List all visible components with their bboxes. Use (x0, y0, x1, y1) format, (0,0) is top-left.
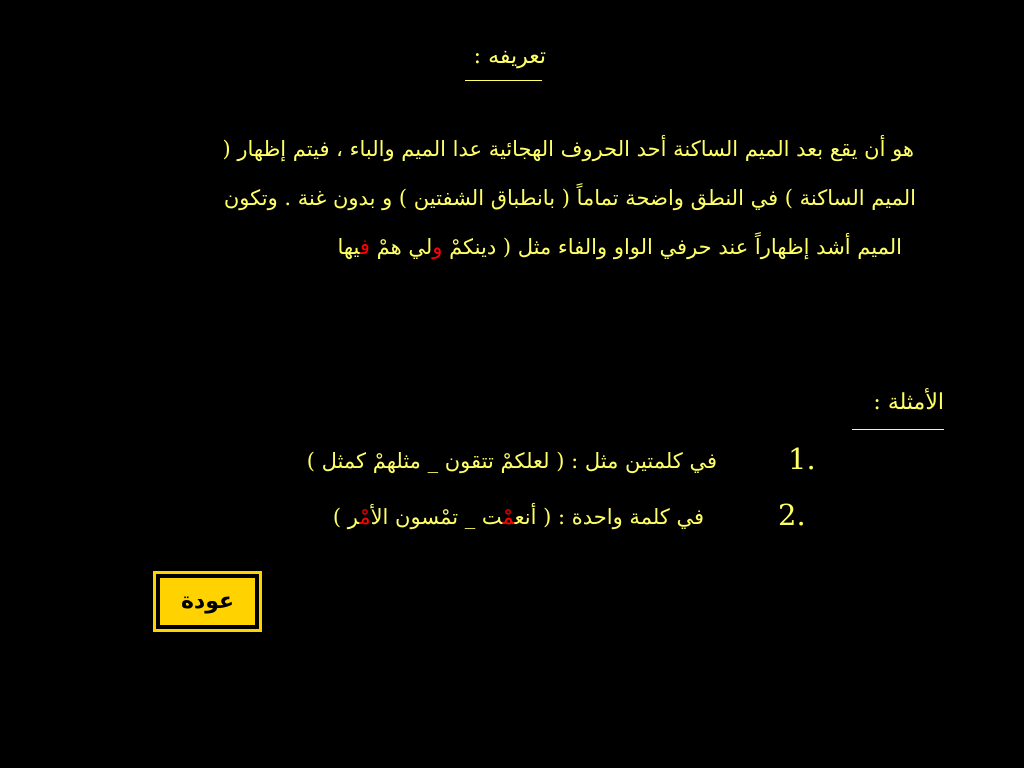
example-text: كمثل ) (306, 449, 373, 473)
definition-line (222, 134, 914, 164)
example-text: في كلمتين مثل : ( لعلكم (500, 449, 717, 473)
highlight-letter: مْ (359, 505, 371, 529)
example-text: سون الأ (370, 505, 441, 529)
example-item (333, 502, 704, 532)
definition-heading: تعريفه : (473, 44, 546, 69)
back-button-face (160, 578, 255, 625)
example-item (307, 446, 717, 476)
examples-heading: الأمثلة : (873, 390, 944, 415)
back-button[interactable] (153, 571, 262, 632)
definition-text: لي هم (376, 235, 433, 259)
example-text: تتقون _ مثلهم (372, 449, 501, 473)
highlight-letter: مْ (502, 505, 515, 529)
highlight-letter: ف (359, 235, 377, 259)
definition-text: الميم الساكنة ) في النطق واضحة تماماً ( بانطباق الشفتين ) و بدون غنة . وتكون (223, 186, 916, 210)
back-button-label: عودة (180, 588, 235, 614)
definition-text: يها (337, 235, 360, 259)
definition-heading-underline (465, 80, 542, 81)
definition-line (224, 183, 916, 213)
examples-heading-underline (852, 429, 944, 430)
definition-text: الميم أشد إظهاراً عند حرفي الواو والفاء مثل ( دينكم (449, 235, 902, 259)
example-text: ت _ تم (440, 505, 503, 529)
example-number: 2. (778, 498, 806, 532)
example-text: في كلمة واحدة : ( أنع (514, 505, 704, 529)
example-text: ر ) (332, 505, 360, 529)
example-number: 1. (788, 442, 816, 476)
highlight-letter: و (432, 235, 450, 259)
definition-text: هو أن يقع بعد الميم الساكنة أحد الحروف الهجائية عدا الميم والباء ، فيتم إظهار ( (222, 137, 914, 161)
definition-line (337, 232, 902, 262)
